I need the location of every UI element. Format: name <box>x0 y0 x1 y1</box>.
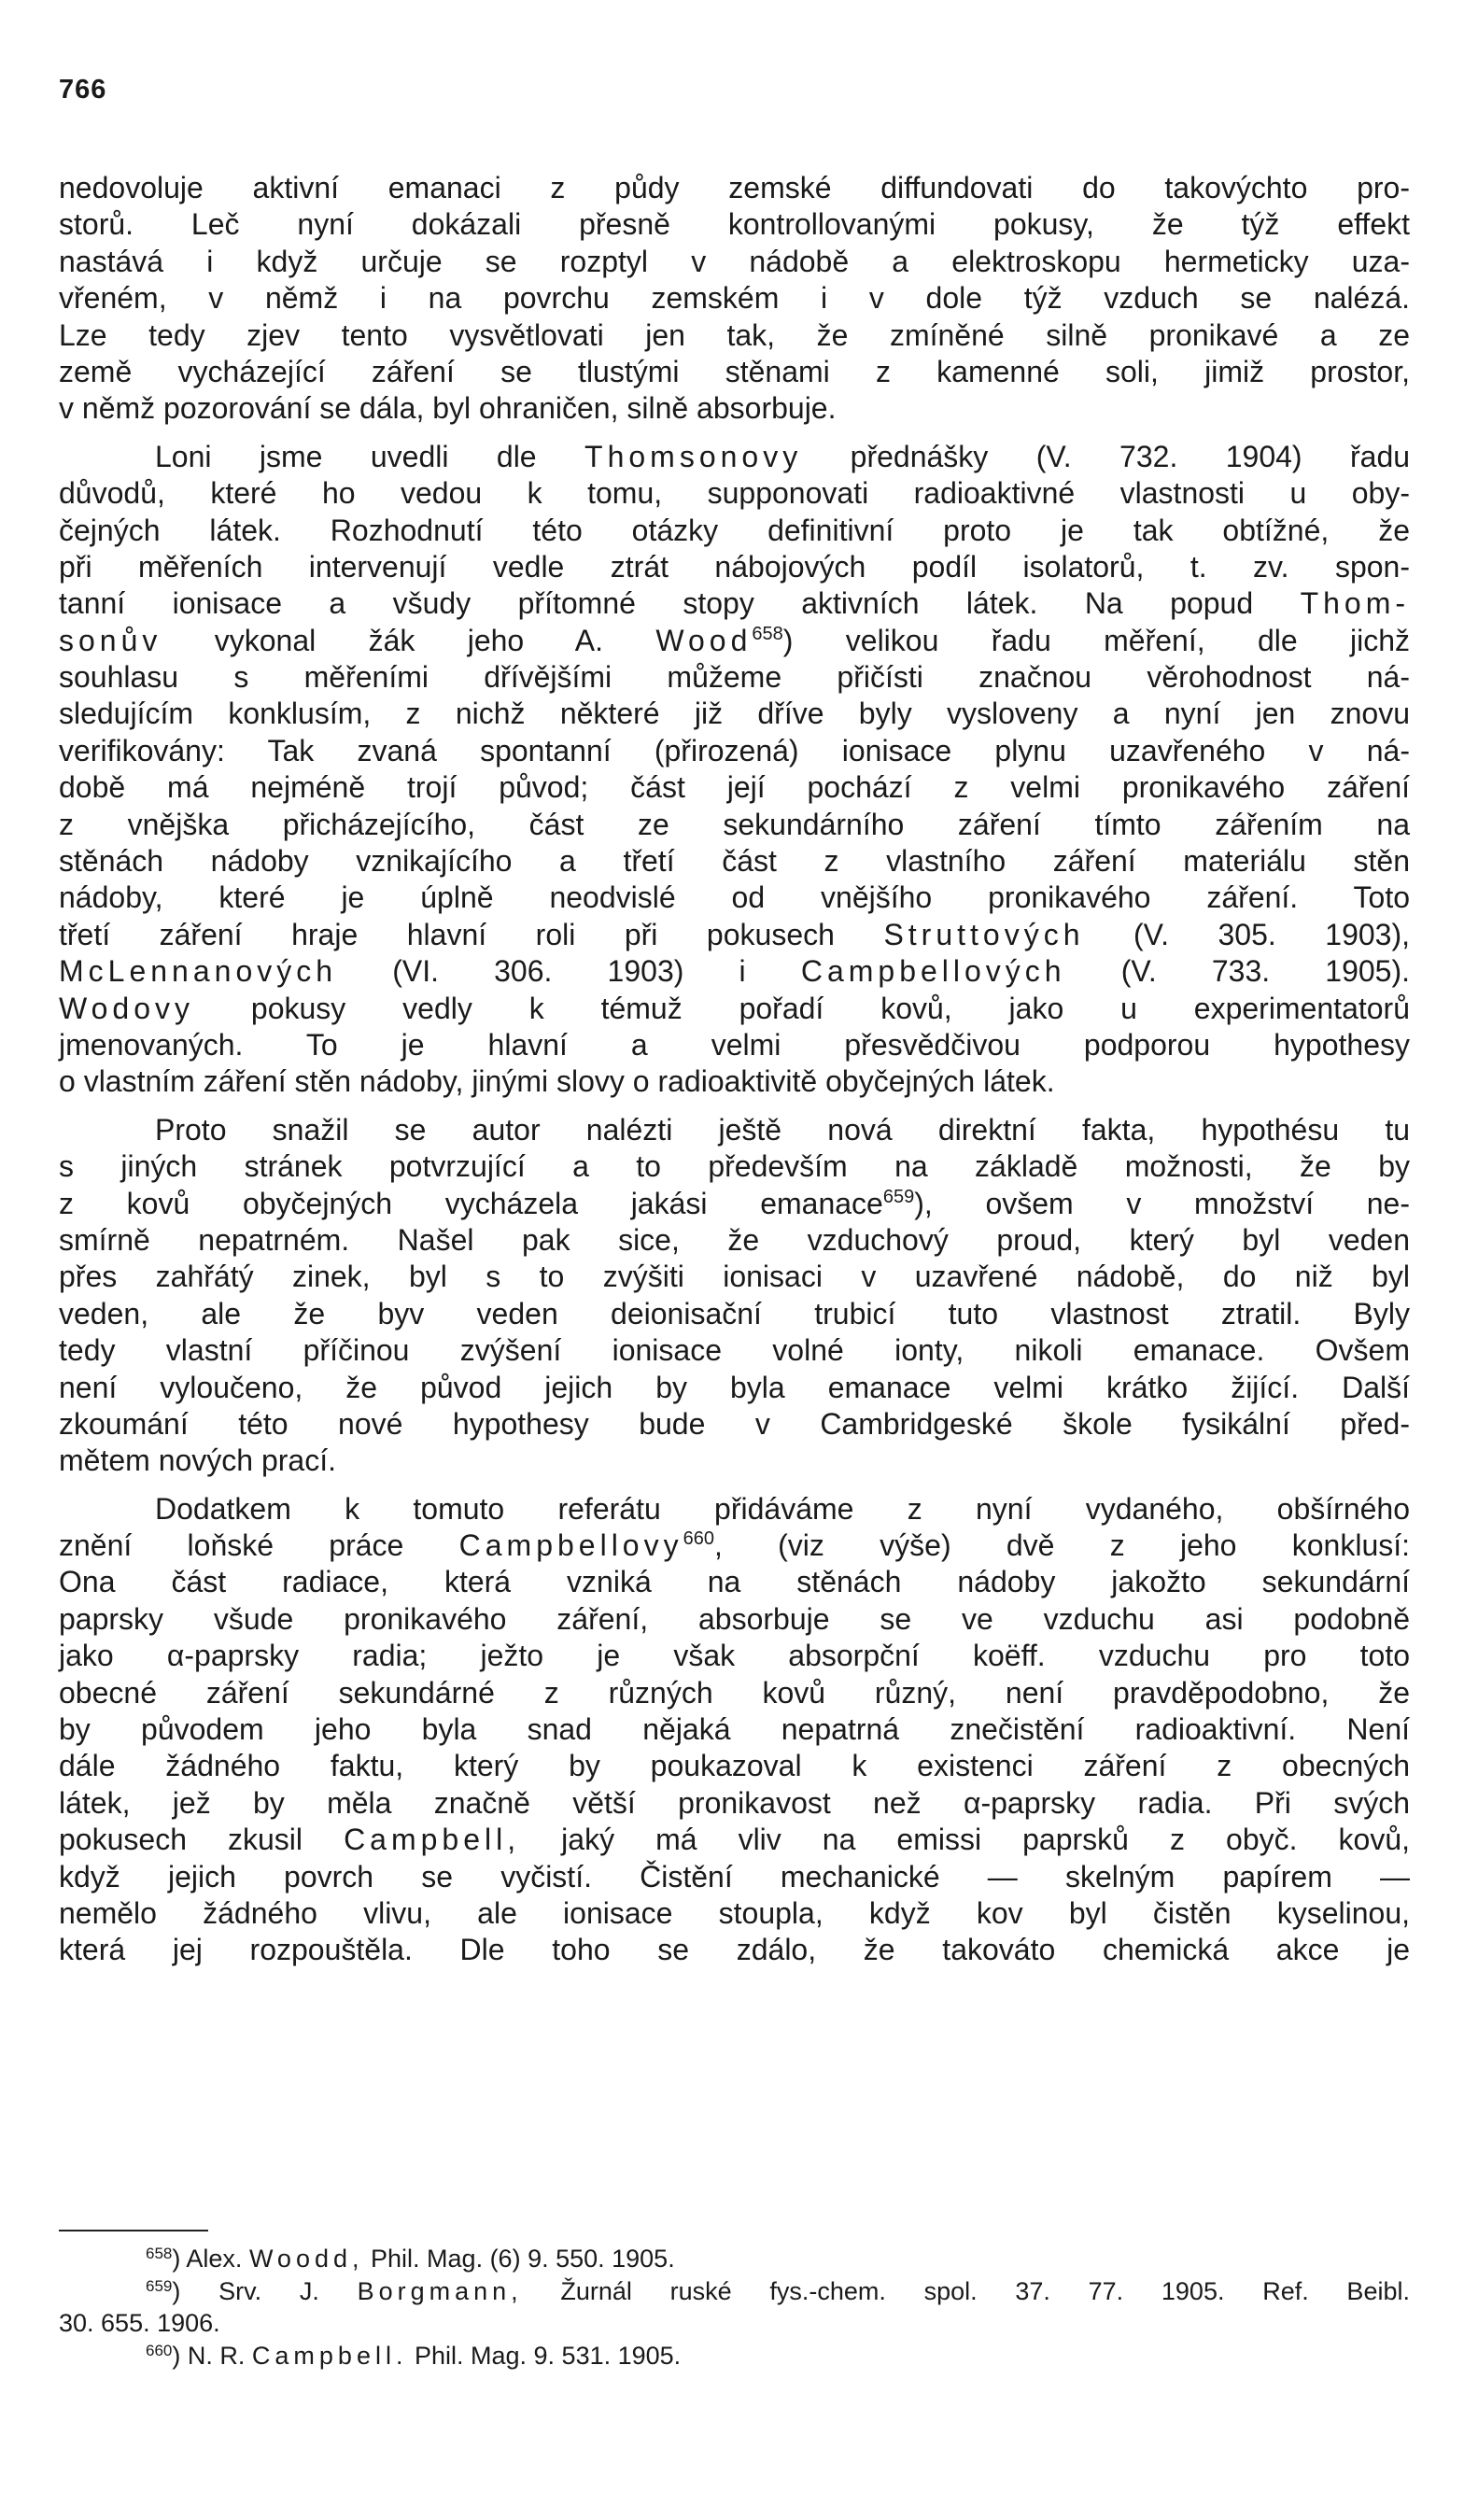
text-segment: ), ovšem v množství ne- <box>914 1186 1411 1220</box>
footnote-mark: 658 <box>146 2245 173 2262</box>
text-line: mětem nových prací. <box>59 1443 336 1478</box>
text-line: přes zahřátý zinek, byl s to zvýšiti ionisaci v uzavřené nádobě, do niž byl <box>59 1260 1410 1294</box>
text-line: jmenovaných. To je hlavní a velmi přesvědčivou podporou hypothesy <box>59 1027 1410 1062</box>
footnotes <box>59 2243 1410 2372</box>
text-line: důvodů, které ho vedou k tomu, supponovati radioaktivné vlastnosti u oby- <box>59 476 1410 511</box>
text-line <box>59 953 1410 990</box>
text-segment: pokusy vedly k témuž pořadí kovů, jako u experimentatorů <box>250 991 1411 1025</box>
author-name: Thom- <box>1300 586 1411 621</box>
footnote: $^{659}$) Srv. J. Borgmann, Žurnál ruské fys.-chem. spol. 37. 77. 1905. Ref. Beibl. <box>146 2276 1410 2305</box>
text-line: dále žádného faktu, který by poukazoval k existenci záření z obecných <box>59 1749 1410 1783</box>
text-segment: , (viz výše) dvě z jeho konklusí: <box>713 1528 1411 1563</box>
text-line: obecné záření sekundárné z různých kovů různý, není pravděpodobno, že <box>59 1675 1410 1710</box>
text-line: Lze tedy zjev tento vysvětlovati jen tak, že zmíněné silně pronikavé a ze <box>59 317 1410 352</box>
text-line: stěnách nádoby vznikajícího a třetí část z vlastního záření materiálu stěn <box>59 844 1410 879</box>
footnote: $^{658}$) Alex. Woodd, Phil. Mag. (6) 9. 550. 1905. <box>146 2245 675 2273</box>
body-text <box>59 170 1410 1969</box>
text-line: Proto snažil se autor nalézti ještě nová direktní fakta, hypothésu tu <box>155 1112 1410 1147</box>
text-segment: znění loňské práce <box>59 1528 404 1563</box>
text-line: nastává i když určuje se rozptyl v nádobě a elektroskopu hermeticky uza- <box>59 244 1410 278</box>
footnote-divider <box>59 2230 208 2231</box>
author-name: McLennanových <box>59 954 338 989</box>
footnote-author: Woodd, <box>248 2245 364 2273</box>
text-segment: pokusech zkusil <box>59 1823 303 1857</box>
footnote-ref: 658 <box>752 623 783 644</box>
text-line: veden, ale že byv veden deionisační trubicí tuto vlastnost ztratil. Byly <box>59 1296 1410 1330</box>
text-line: látek, jež by měla značně větší pronikavost než α-paprsky radia. Při svých <box>59 1785 1410 1820</box>
text-line <box>59 1186 1410 1222</box>
text-line <box>59 439 1410 475</box>
text-line: smírně nepatrném. Našel pak sice, že vzduchový proud, který byl veden <box>59 1222 1410 1257</box>
text-line <box>59 623 1410 659</box>
footnote-author: Campbell. <box>251 2341 408 2370</box>
text-segment: ) velikou řadu měření, dle jichž <box>782 623 1410 657</box>
author-name: Campbellových <box>800 954 1066 989</box>
footnote-ref: 659 <box>882 1186 915 1207</box>
text-line: o vlastním záření stěn nádoby, jinými slovy o radioaktivitě obyčejných látek. <box>59 1064 1055 1099</box>
footnote-mark: 659 <box>146 2276 173 2295</box>
text-segment: (V. 733. 1905). <box>1120 954 1411 989</box>
text-segment: Loni jsme uvedli dle <box>155 439 537 473</box>
text-line: při měřeních intervenují vedle ztrát nábojových podíl isolatorů, t. zv. spon- <box>59 549 1410 584</box>
text-line: sledujícím konklusím, z nichž některé již dříve byly vysloveny a nyní jen znovu <box>59 697 1410 731</box>
text-line <box>59 1527 1410 1564</box>
footnote-text: Phil. Mag. (6) 9. 550. 1905. <box>371 2245 675 2273</box>
text-line: z vnějška přicházejícího, část ze sekundárního záření tímto zářením na <box>59 807 1410 841</box>
author-name: Thomsonovy <box>584 439 803 473</box>
text-segment: přednášky (V. 732. 1904) řadu <box>850 439 1411 473</box>
text-line: čejných látek. Rozhodnutí této otázky definitivní proto je tak obtížné, že <box>59 513 1410 547</box>
text-line <box>59 917 1410 953</box>
text-line: nádoby, které je úplně neodvislé od vnějšího pronikavého záření. Toto <box>59 880 1410 915</box>
text-line: jako α-paprsky radia; ježto je však absorpční koëff. vzduchu pro toto <box>59 1639 1410 1673</box>
text-line: verifikovány: Tak zvaná spontanní (přirozená) ionisace plynu uzavřeného v ná- <box>59 733 1410 767</box>
author-name: Wodovy <box>59 991 195 1025</box>
text-line: Ona část radiace, která vzniká na stěnách nádoby jakožto sekundární <box>59 1565 1410 1599</box>
footnote-text: Srv. J. <box>218 2276 319 2305</box>
text-segment: tanní ionisace a všudy přítomné stopy aktivních látek. Na popud <box>59 586 1254 621</box>
footnote-author: Borgmann, <box>357 2276 523 2305</box>
text-segment: vykonal žák jeho A. <box>214 623 604 657</box>
text-line: souhlasu s měřeními dřívějšími můžeme přičísti značnou věrohodnost ná- <box>59 660 1410 695</box>
text-line: by původem jeho byla snad nějaká nepatrná znečistění radioaktivní. Není <box>59 1712 1410 1747</box>
text-line: není vyloučeno, že původ jejich by byla emanace velmi krátko žijící. Další <box>59 1370 1410 1404</box>
footnote-ref: 660 <box>683 1528 714 1550</box>
text-segment: třetí záření hraje hlavní roli při pokusech <box>59 917 835 951</box>
text-line: paprsky všude pronikavého záření, absorbuje se ve vzduchu asi podobně <box>59 1601 1410 1636</box>
author-name: Struttových <box>883 917 1085 951</box>
text-line: nemělo žádného vlivu, ale ionisace stoupla, když kov byl čistěn kyselinou, <box>59 1895 1410 1930</box>
text-line: Dodatkem k tomuto referátu přidáváme z nyní vydaného, obšírného <box>155 1491 1410 1526</box>
footnote-mark: 660 <box>146 2341 173 2359</box>
text-line <box>59 585 1410 622</box>
text-line: vřeném, v němž i na povrchu zemském i v dole týž vzduch se nalézá. <box>59 281 1410 316</box>
text-line: s jiných stránek potvrzující a to především na základě možnosti, že by <box>59 1149 1410 1184</box>
text-line: v němž pozorování se dála, byl ohraničen, silně absorbuje. <box>59 391 837 426</box>
author-name: Campbell, <box>344 1823 521 1857</box>
author-name: sonův <box>59 623 162 657</box>
author-name: Wood <box>655 623 753 657</box>
text-line: když jejich povrch se vyčistí. Čistění mechanické — skelným papírem — <box>59 1859 1410 1894</box>
footnote-text: Phil. Mag. 9. 531. 1905. <box>414 2341 682 2370</box>
page-number: 766 <box>59 75 107 105</box>
text-segment: jaký má vliv na emissi paprsků z obyč. kovů, <box>561 1823 1411 1857</box>
footnote-text: N. R. <box>187 2341 246 2370</box>
text-segment: (VI. 306. 1903) i <box>392 954 746 989</box>
text-line: tedy vlastní příčinou zvýšení ionisace volné ionty, nikoli emanace. Ovšem <box>59 1333 1410 1368</box>
footnote-text: Alex. <box>186 2245 243 2273</box>
text-line: zkoumání této nové hypothesy bude v Cambridgeské škole fysikální před- <box>59 1406 1410 1441</box>
text-line <box>59 991 1410 1027</box>
footnote-continuation: 30. 655. 1906. <box>59 2309 220 2337</box>
text-line: nedovoluje aktivní emanaci z půdy zemské diffundovati do takovýchto pro- <box>59 171 1410 204</box>
footnote: $^{660}$) N. R. Campbell. Phil. Mag. 9. 531. 1905. <box>146 2341 682 2370</box>
text-line: storů. Leč nyní dokázali přesně kontrollovanými pokusy, že týž effekt <box>59 207 1410 242</box>
text-line: země vycházející záření se tlustými stěnami z kamenné soli, jimiž prostor, <box>59 354 1410 388</box>
text-line: době má nejméně trojí původ; část její pochází z velmi pronikavého záření <box>59 770 1410 805</box>
text-line <box>59 1822 1410 1858</box>
text-segment: z kovů obyčejných vycházela jakási emanace <box>59 1186 883 1220</box>
footnote-text: Žurnál ruské fys.-chem. spol. 37. 77. 1905. Ref. Beibl. <box>560 2276 1410 2305</box>
author-name: Campbellovy <box>458 1528 683 1563</box>
text-segment: (V. 305. 1903), <box>1133 917 1411 951</box>
text-line: která jej rozpouštěla. Dle toho se zdálo, že takováto chemická akce je <box>59 1933 1410 1967</box>
